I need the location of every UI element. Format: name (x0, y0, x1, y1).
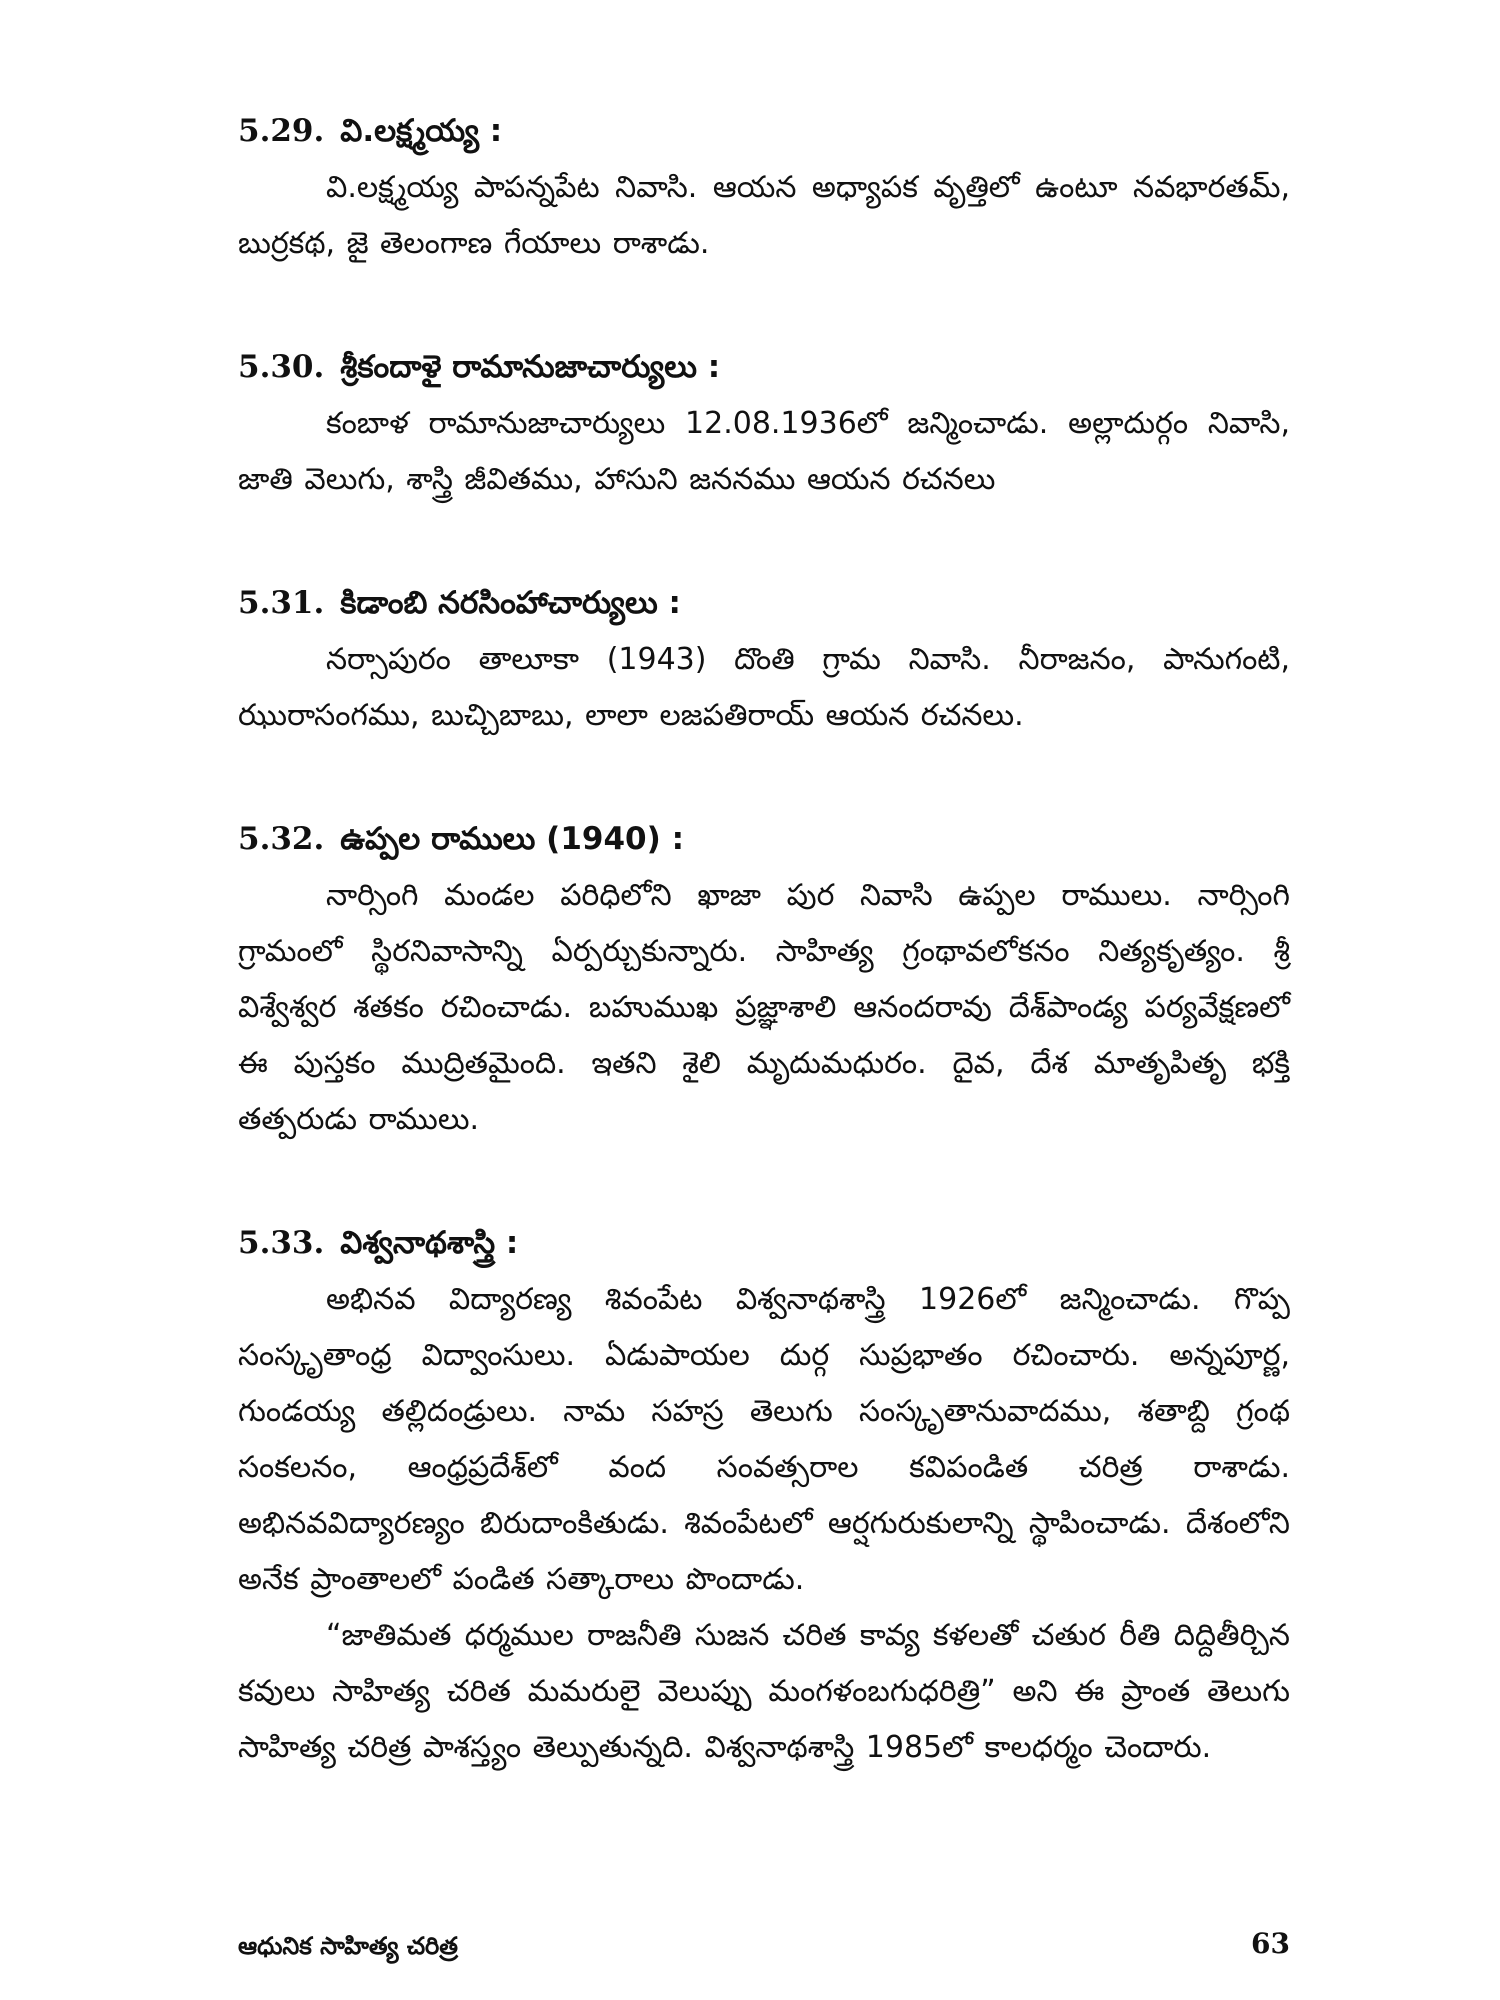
section-number: 5.32. (238, 821, 325, 857)
section-5-31 (238, 580, 1290, 744)
section-title-text: వి.లక్ష్మయ్య : (340, 113, 503, 149)
section-heading (238, 108, 1290, 154)
section-title-text: విశ్వనాథశాస్త్రి : (340, 1225, 519, 1261)
section-5-30 (238, 344, 1290, 508)
section-5-32 (238, 816, 1290, 1148)
running-footer-title: ఆధునిక సాహిత్య చరిత్ర (238, 1932, 458, 1960)
page-content (238, 108, 1290, 1848)
section-number: 5.31. (238, 585, 325, 621)
section-5-33 (238, 1220, 1290, 1776)
page-footer (238, 1926, 1290, 1966)
section-paragraph: వి.లక్ష్మయ్య పాపన్నపేట నివాసి. ఆయన అధ్యాపక వృత్తిలో ఉంటూ నవభారతమ్, బుర్రకథ, జై తెలంగాణ గేయాలు రాశాడు. (238, 170, 1290, 261)
section-heading (238, 580, 1290, 626)
section-heading (238, 1220, 1290, 1266)
section-heading (238, 816, 1290, 862)
page-number: 63 (1251, 1927, 1290, 1960)
section-title-text: కిడాంబి నరసింహాచార్యులు : (340, 585, 681, 621)
section-quote-paragraph: “జాతిమత ధర్మముల రాజనీతి సుజన చరిత కావ్య కళలతో చతుర రీతి దిద్దితీర్చిన కవులు సాహిత్య చరిత మమరులై వెలుప్పు మంగళంబగుధరిత్రి” అని ఈ ప్రాంత తెలుగు సాహిత్య చరిత్ర పాశస్త్యం తెల్పుతున్నది. విశ్వనాథశాస్త్రి 1985లో కాలధర్మం చెందారు. (238, 1618, 1290, 1765)
section-number: 5.29. (238, 113, 325, 149)
section-paragraph: కంబాళ రామానుజాచార్యులు 12.08.1936లో జన్మించాడు. అల్లాదుర్గం నివాసి, జాతి వెలుగు, శాస్త్రి జీవితము, హాసుని జననము ఆయన రచనలు (238, 406, 1290, 497)
section-paragraph: నార్సింగి మండల పరిధిలోని ఖాజా పుర నివాసి ఉప్పల రాములు. నార్సింగి గ్రామంలో స్థిరనివాసాన్ని ఏర్పర్చుకున్నారు. సాహిత్య గ్రంథావలోకనం నిత్యకృత్యం. శ్రీ విశ్వేశ్వర శతకం రచించాడు. బహుముఖ ప్రజ్ఞాశాలి ఆనందరావు దేశ్‌పాండ్య పర్యవేక్షణలో ఈ పుస్తకం ముద్రితమైంది. ఇతని శైలి మృదుమధురం. దైవ, దేశ మాతృపితృ భక్తి తత్పరుడు రాములు. (238, 878, 1290, 1137)
section-heading (238, 344, 1290, 390)
section-number: 5.33. (238, 1225, 325, 1261)
section-number: 5.30. (238, 349, 325, 385)
section-paragraph: అభినవ విద్యారణ్య శివంపేట విశ్వనాథశాస్త్రి 1926లో జన్మించాడు. గొప్ప సంస్కృతాంధ్ర విద్వాంసులు. ఏడుపాయల దుర్గ సుప్రభాతం రచించారు. అన్నపూర్ణ, గుండయ్య తల్లిదండ్రులు. నామ సహస్ర తెలుగు సంస్కృతానువాదము, శతాబ్ది గ్రంథ సంకలనం, ఆంధ్రప్రదేశ్‌లో వంద సంవత్సరాల కవిపండిత చరిత్ర రాశాడు. అభినవవిద్యారణ్యం బిరుదాంకితుడు. శివంపేటలో ఆర్షగురుకులాన్ని స్థాపించాడు. దేశంలోని అనేక ప్రాంతాలలో పండిత సత్కారాలు పొందాడు. (238, 1282, 1290, 1597)
section-paragraph: నర్సాపురం తాలూకా (1943) దొంతి గ్రామ నివాసి. నీరాజనం, పానుగంటి, ఝురాసంగము, బుచ్చిబాబు, లాలా లజపతిరాయ్ ఆయన రచనలు. (238, 642, 1290, 733)
section-title-text: ఉప్పల రాములు (1940) : (340, 821, 684, 857)
section-title-text: శ్రీకందాళై రామానుజాచార్యులు : (340, 349, 721, 385)
section-5-29 (238, 108, 1290, 272)
